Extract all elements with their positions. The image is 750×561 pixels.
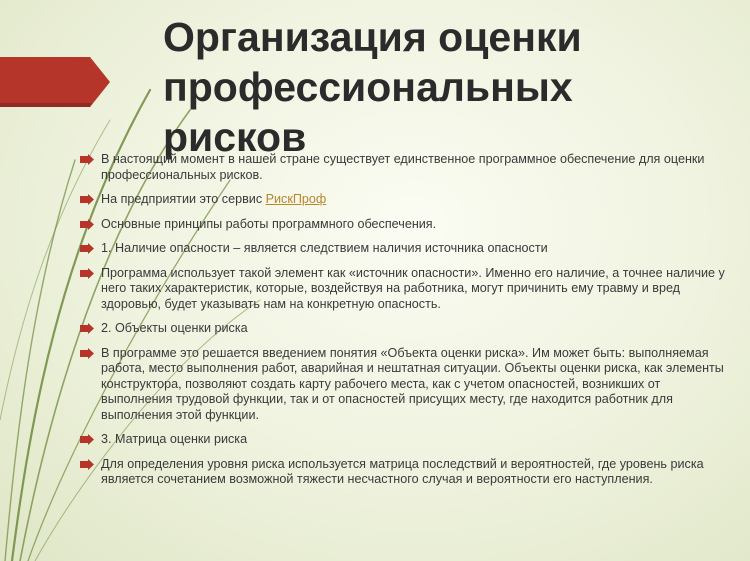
red-arrow-shape [0, 57, 110, 107]
arrow-bullet-icon [80, 459, 94, 470]
slide-title: Организация оценки профессиональных рисков [163, 14, 582, 160]
list-item [80, 192, 730, 208]
list-item [80, 457, 730, 488]
list-item [80, 217, 730, 233]
bullet-text: 1. Наличие опасности – является следствием наличия источника опасности [101, 241, 548, 255]
red-arrow-shadow [0, 103, 92, 107]
bullet-text: Основные принципы работы программного обеспечения. [101, 216, 437, 231]
bullet-text: 3. Матрица оценки риска [101, 432, 248, 446]
arrow-bullet-icon [80, 268, 94, 279]
arrow-bullet-icon [80, 154, 94, 165]
arrow-bullet-icon [80, 323, 94, 334]
list-item [80, 266, 730, 313]
list-item [80, 321, 730, 337]
decor-line [5, 160, 75, 561]
bullet-text: 2. Объекты оценки риска [101, 321, 248, 335]
arrow-bullet-icon [80, 434, 94, 445]
arrow-bullet-icon [80, 243, 94, 254]
arrow-bullet-icon [80, 348, 94, 359]
arrow-bullet-icon [80, 219, 94, 230]
bullet-list [80, 152, 730, 497]
bullet-text: Для определения уровня риска используется матрица последствий и вероятностей, где уровень риска является сочетанием возможной тяжести несчастного случая и вероятности его наступления. [101, 456, 704, 486]
bullet-text: На предприятии это сервис [101, 192, 266, 206]
bullet-text: В настоящий момент в нашей стране существует единственное программное обеспечение для оценки профессиональных рисков. [101, 152, 705, 182]
arrow-bullet-icon [80, 194, 94, 205]
bullet-text: В программе это решается введением понятия «Объекта оценки риска». Им может быть: выполняемая работа, место выполнения работ, аварийная и нештатная ситуации. Объекты оценки риска, как элементы конструктора, позволяют создать карту рабочего места, как с учетом опасностей, возникших от выполнения трудовой функции, так и от опасностей присущих месту, где находится работник для выполнения этой функции. [101, 345, 724, 422]
list-item [80, 152, 730, 183]
list-item [80, 432, 730, 448]
list-item [80, 241, 730, 257]
bullet-text: Программа использует такой элемент как «источник опасности». Именно его наличие, а точнее наличие у него таких характеристик, которые, воздействуя на работника, могут причинить ему травму и вред здоровью, будет указывать нам на конкретную опасность. [101, 265, 725, 311]
riskprof-link[interactable]: РискПроф [265, 192, 327, 206]
list-item [80, 346, 730, 424]
